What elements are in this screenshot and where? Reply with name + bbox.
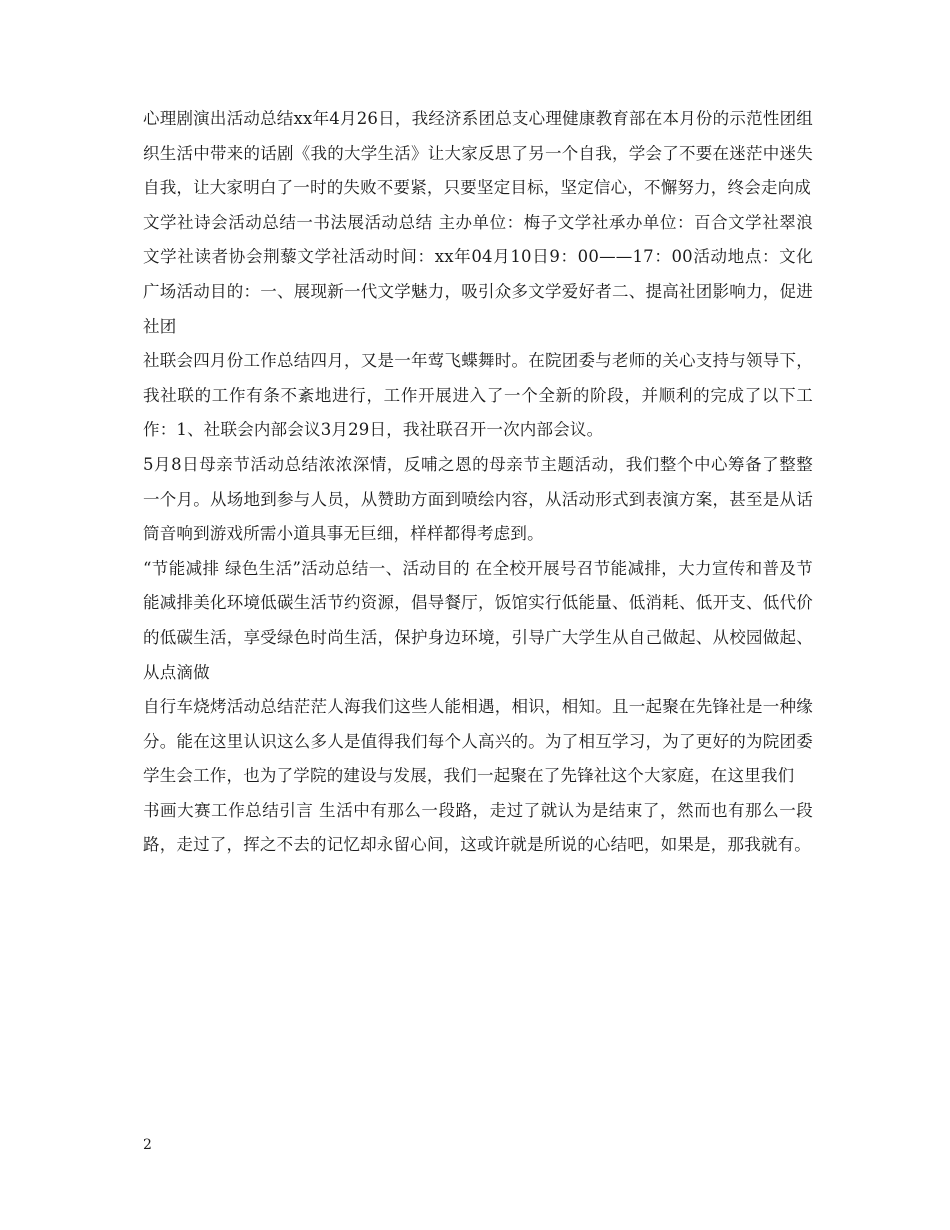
paragraph-literature-club-summary: 文学社诗会活动总结一书法展活动总结 主办单位：梅子文学社承办单位：百合文学社翠浪文学社读者协会荆藜文学社活动时间：xx年04月10日9：00——17：00活动地点：文化广场活动目的：一、展现新一代文学魅力，吸引众多文学爱好者二、提高社团影响力，促进社团	[143, 212, 813, 336]
paragraph-club-union-april-summary: 社联会四月份工作总结四月，又是一年莺飞蝶舞时。在院团委与老师的关心支持与领导下，我社联的工作有条不紊地进行，工作开展进入了一个全新的阶段，并顺利的完成了以下工作：1、社联会内部会议3月29日，我社联召开一次内部会议。	[143, 351, 813, 440]
paragraph-energy-saving-summary: “节能减排 绿色生活”活动总结一、活动目的 在全校开展号召节能减排，大力宣传和普及节能减排美化环境低碳生活节约资源，倡导餐厅，饭馆实行低能量、低消耗、低开支、低代价的低碳生活，享受绿色时尚生活，保护身边环境，引导广大学生从自己做起、从校园做起、从点滴做	[143, 558, 813, 682]
paragraph-calligraphy-contest-summary: 书画大赛工作总结引言 生活中有那么一段路，走过了就认为是结束了，然而也有那么一段路，走过了，挥之不去的记忆却永留心间，这或许就是所说的心结吧，如果是，那我就有。	[143, 800, 813, 855]
paragraph-mothers-day-summary: 5月8日母亲节活动总结浓浓深情，反哺之恩的母亲节主题活动，我们整个中心筹备了整整一个月。从场地到参与人员，从赞助方面到喷绘内容，从活动形式到表演方案，甚至是从话筒音响到游戏所需小道具事无巨细，样样都得考虑到。	[143, 454, 813, 544]
paragraph-psychodrama-summary: 心理剧演出活动总结xx年4月26日，我经济系团总支心理健康教育部在本月份的示范性团组织生活中带来的话剧《我的大学生活》让大家反思了另一个自我，学会了不要在迷茫中迷失自我，让大家明白了一时的失败不要紧，只要坚定目标，坚定信心，不懈努力，终会走向成	[143, 109, 813, 198]
document-body	[143, 102, 813, 863]
page-number: 2	[143, 1137, 152, 1153]
paragraph-bike-bbq-summary: 自行车烧烤活动总结茫茫人海我们这些人能相遇，相识，相知。且一起聚在先锋社是一种缘分。能在这里认识这么多人是值得我们每个人高兴的。为了相互学习，为了更好的为院团委学生会工作，也为了学院的建设与发展，我们一起聚在了先锋社这个大家庭，在这里我们	[143, 697, 813, 786]
